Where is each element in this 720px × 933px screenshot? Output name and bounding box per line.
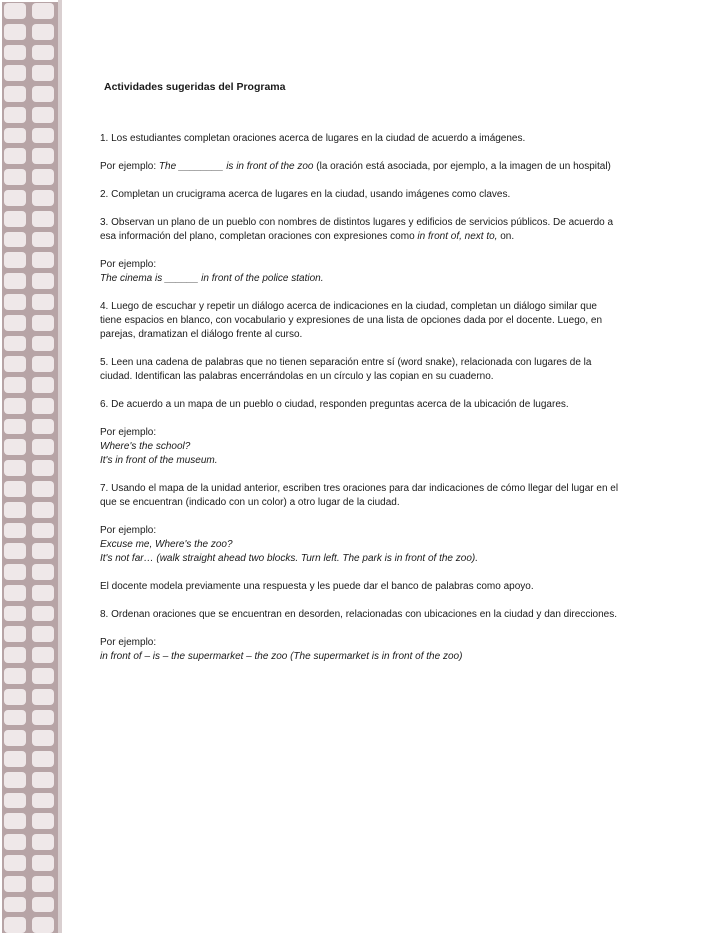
activity-8 (100, 608, 620, 622)
paragraph-text: 4. Luego de escuchar y repetir un diálogo acerca de indicaciones en la ciudad, completan un diálogo similar que tiene espacios en blanco, con vocabulario y expresiones de una lista de opciones dada por el docente. Luego, en parejas, dramatizan el diálogo frente al curso. (100, 301, 603, 340)
border-edge (58, 0, 62, 933)
border-square (4, 772, 26, 788)
border-square (32, 668, 54, 684)
border-square (4, 419, 26, 435)
border-square (4, 190, 26, 206)
border-column-left (4, 0, 26, 933)
border-square (4, 834, 26, 850)
border-square (32, 502, 54, 518)
border-square (32, 107, 54, 123)
example-sentence: in front of – is – the supermarket – the zoo (The supermarket is in front of the zoo) (100, 651, 463, 662)
border-square (32, 45, 54, 61)
border-square (4, 710, 26, 726)
border-square (4, 751, 26, 767)
border-square (32, 793, 54, 809)
border-square (32, 585, 54, 601)
border-square (32, 606, 54, 622)
example-label: Por ejemplo: (100, 427, 157, 438)
border-square (4, 647, 26, 663)
example-label: Por ejemplo: (100, 525, 157, 536)
border-square (4, 855, 26, 871)
border-square (4, 169, 26, 185)
border-square (4, 917, 26, 933)
border-square (32, 65, 54, 81)
border-square (32, 24, 54, 40)
border-square (32, 855, 54, 871)
activity-1 (100, 132, 620, 146)
border-square (32, 834, 54, 850)
border-square (32, 86, 54, 102)
example-6 (100, 426, 620, 468)
border-square (4, 543, 26, 559)
activity-4 (100, 300, 620, 342)
border-square (4, 107, 26, 123)
border-square (4, 502, 26, 518)
border-square (32, 689, 54, 705)
border-square (4, 668, 26, 684)
example-answer: It's not far… (walk straight ahead two blocks. Turn left. The park is in front of the zoo). (100, 553, 478, 564)
border-square (4, 793, 26, 809)
border-square (32, 419, 54, 435)
border-square (4, 273, 26, 289)
border-square (32, 315, 54, 331)
border-square (4, 65, 26, 81)
border-square (32, 128, 54, 144)
border-square (32, 211, 54, 227)
border-square (32, 523, 54, 539)
border-square (32, 710, 54, 726)
border-square (4, 128, 26, 144)
border-square (32, 377, 54, 393)
border-square (4, 252, 26, 268)
example-label: Por ejemplo: (100, 259, 157, 270)
activity-7 (100, 482, 620, 510)
border-square (4, 86, 26, 102)
border-square (4, 356, 26, 372)
example-answer: It's in front of the museum. (100, 455, 218, 466)
border-square (4, 398, 26, 414)
border-square (4, 3, 26, 19)
border-square (4, 585, 26, 601)
example-3 (100, 258, 620, 286)
border-square (32, 751, 54, 767)
border-square (32, 917, 54, 933)
border-square (4, 523, 26, 539)
border-square (4, 315, 26, 331)
activity-3 (100, 216, 620, 244)
example-1 (100, 160, 620, 174)
border-square (4, 564, 26, 580)
border-square (32, 3, 54, 19)
border-square (32, 148, 54, 164)
border-square (4, 294, 26, 310)
paragraph-text: 7. Usando el mapa de la unidad anterior, escriben tres oraciones para dar indicaciones de cómo llegar del lugar en el que se encuentran (indicado con un color) a otro lugar de la ciudad. (100, 483, 619, 508)
example-sentence: The cinema is ______ in front of the police station. (100, 273, 324, 284)
example-note: (la oración está asociada, por ejemplo, a la imagen de un hospital) (313, 161, 611, 172)
paragraph-text: 1. Los estudiantes completan oraciones acerca de lugares en la ciudad de acuerdo a imágenes. (100, 133, 526, 144)
border-square (4, 460, 26, 476)
paragraph-text: 2. Completan un crucigrama acerca de lugares en la ciudad, usando imágenes como claves. (100, 189, 511, 200)
example-question: Where's the school? (100, 441, 191, 452)
border-square (4, 45, 26, 61)
example-7 (100, 524, 620, 566)
border-square (32, 897, 54, 913)
document-title: Actividades sugeridas del Programa (104, 81, 286, 93)
border-square (32, 252, 54, 268)
paragraph-text: 6. De acuerdo a un mapa de un pueblo o ciudad, responden preguntas acerca de la ubicación de lugares. (100, 399, 569, 410)
border-square (32, 294, 54, 310)
border-square (32, 543, 54, 559)
border-square (32, 169, 54, 185)
border-square (4, 336, 26, 352)
paragraph-text: 5. Leen una cadena de palabras que no tienen separación entre sí (word snake), relacionada con lugares de la ciudad. Identifican las palabras encerrándolas en un círculo y las copian en su cuaderno. (100, 357, 592, 382)
emphasized-expressions: in front of, next to, (417, 231, 498, 242)
document-page (100, 80, 620, 664)
example-question: Excuse me, Where's the zoo? (100, 539, 233, 550)
border-square (32, 481, 54, 497)
example-label: Por ejemplo: (100, 637, 157, 648)
border-square (32, 460, 54, 476)
border-square (32, 398, 54, 414)
border-square (4, 876, 26, 892)
border-square (32, 439, 54, 455)
border-column-right (32, 0, 54, 933)
border-square (4, 813, 26, 829)
border-square (4, 626, 26, 642)
paragraph-text: El docente modela previamente una respuesta y les puede dar el banco de palabras como apoyo. (100, 581, 534, 592)
border-square (4, 232, 26, 248)
border-square (32, 626, 54, 642)
teacher-note (100, 580, 620, 594)
border-square (32, 813, 54, 829)
border-square (32, 876, 54, 892)
border-square (4, 148, 26, 164)
border-square (32, 730, 54, 746)
border-square (4, 439, 26, 455)
border-square (4, 730, 26, 746)
border-square (4, 606, 26, 622)
example-prefix: Por ejemplo: (100, 161, 159, 172)
activity-6 (100, 398, 620, 412)
border-square (32, 647, 54, 663)
border-square (32, 190, 54, 206)
example-8 (100, 636, 620, 664)
border-square (32, 356, 54, 372)
border-square (32, 273, 54, 289)
paragraph-text: 3. Observan un plano de un pueblo con nombres de distintos lugares y edificios de servicios públicos. De acuerdo a esa información del plano, completan oraciones con expresiones como (100, 217, 614, 242)
border-square (4, 211, 26, 227)
border-square (32, 232, 54, 248)
border-square (32, 336, 54, 352)
border-square (4, 24, 26, 40)
border-square (4, 481, 26, 497)
paragraph-text-end: on. (497, 231, 515, 242)
border-square (4, 897, 26, 913)
decorative-border (0, 0, 62, 933)
border-square (32, 772, 54, 788)
border-square (4, 689, 26, 705)
activity-2 (100, 188, 620, 202)
border-square (32, 564, 54, 580)
paragraph-text: 8. Ordenan oraciones que se encuentran en desorden, relacionadas con ubicaciones en la ciudad y dan direcciones. (100, 609, 618, 620)
activity-5 (100, 356, 620, 384)
example-sentence: The ________ is in front of the zoo (158, 161, 314, 172)
border-square (4, 377, 26, 393)
